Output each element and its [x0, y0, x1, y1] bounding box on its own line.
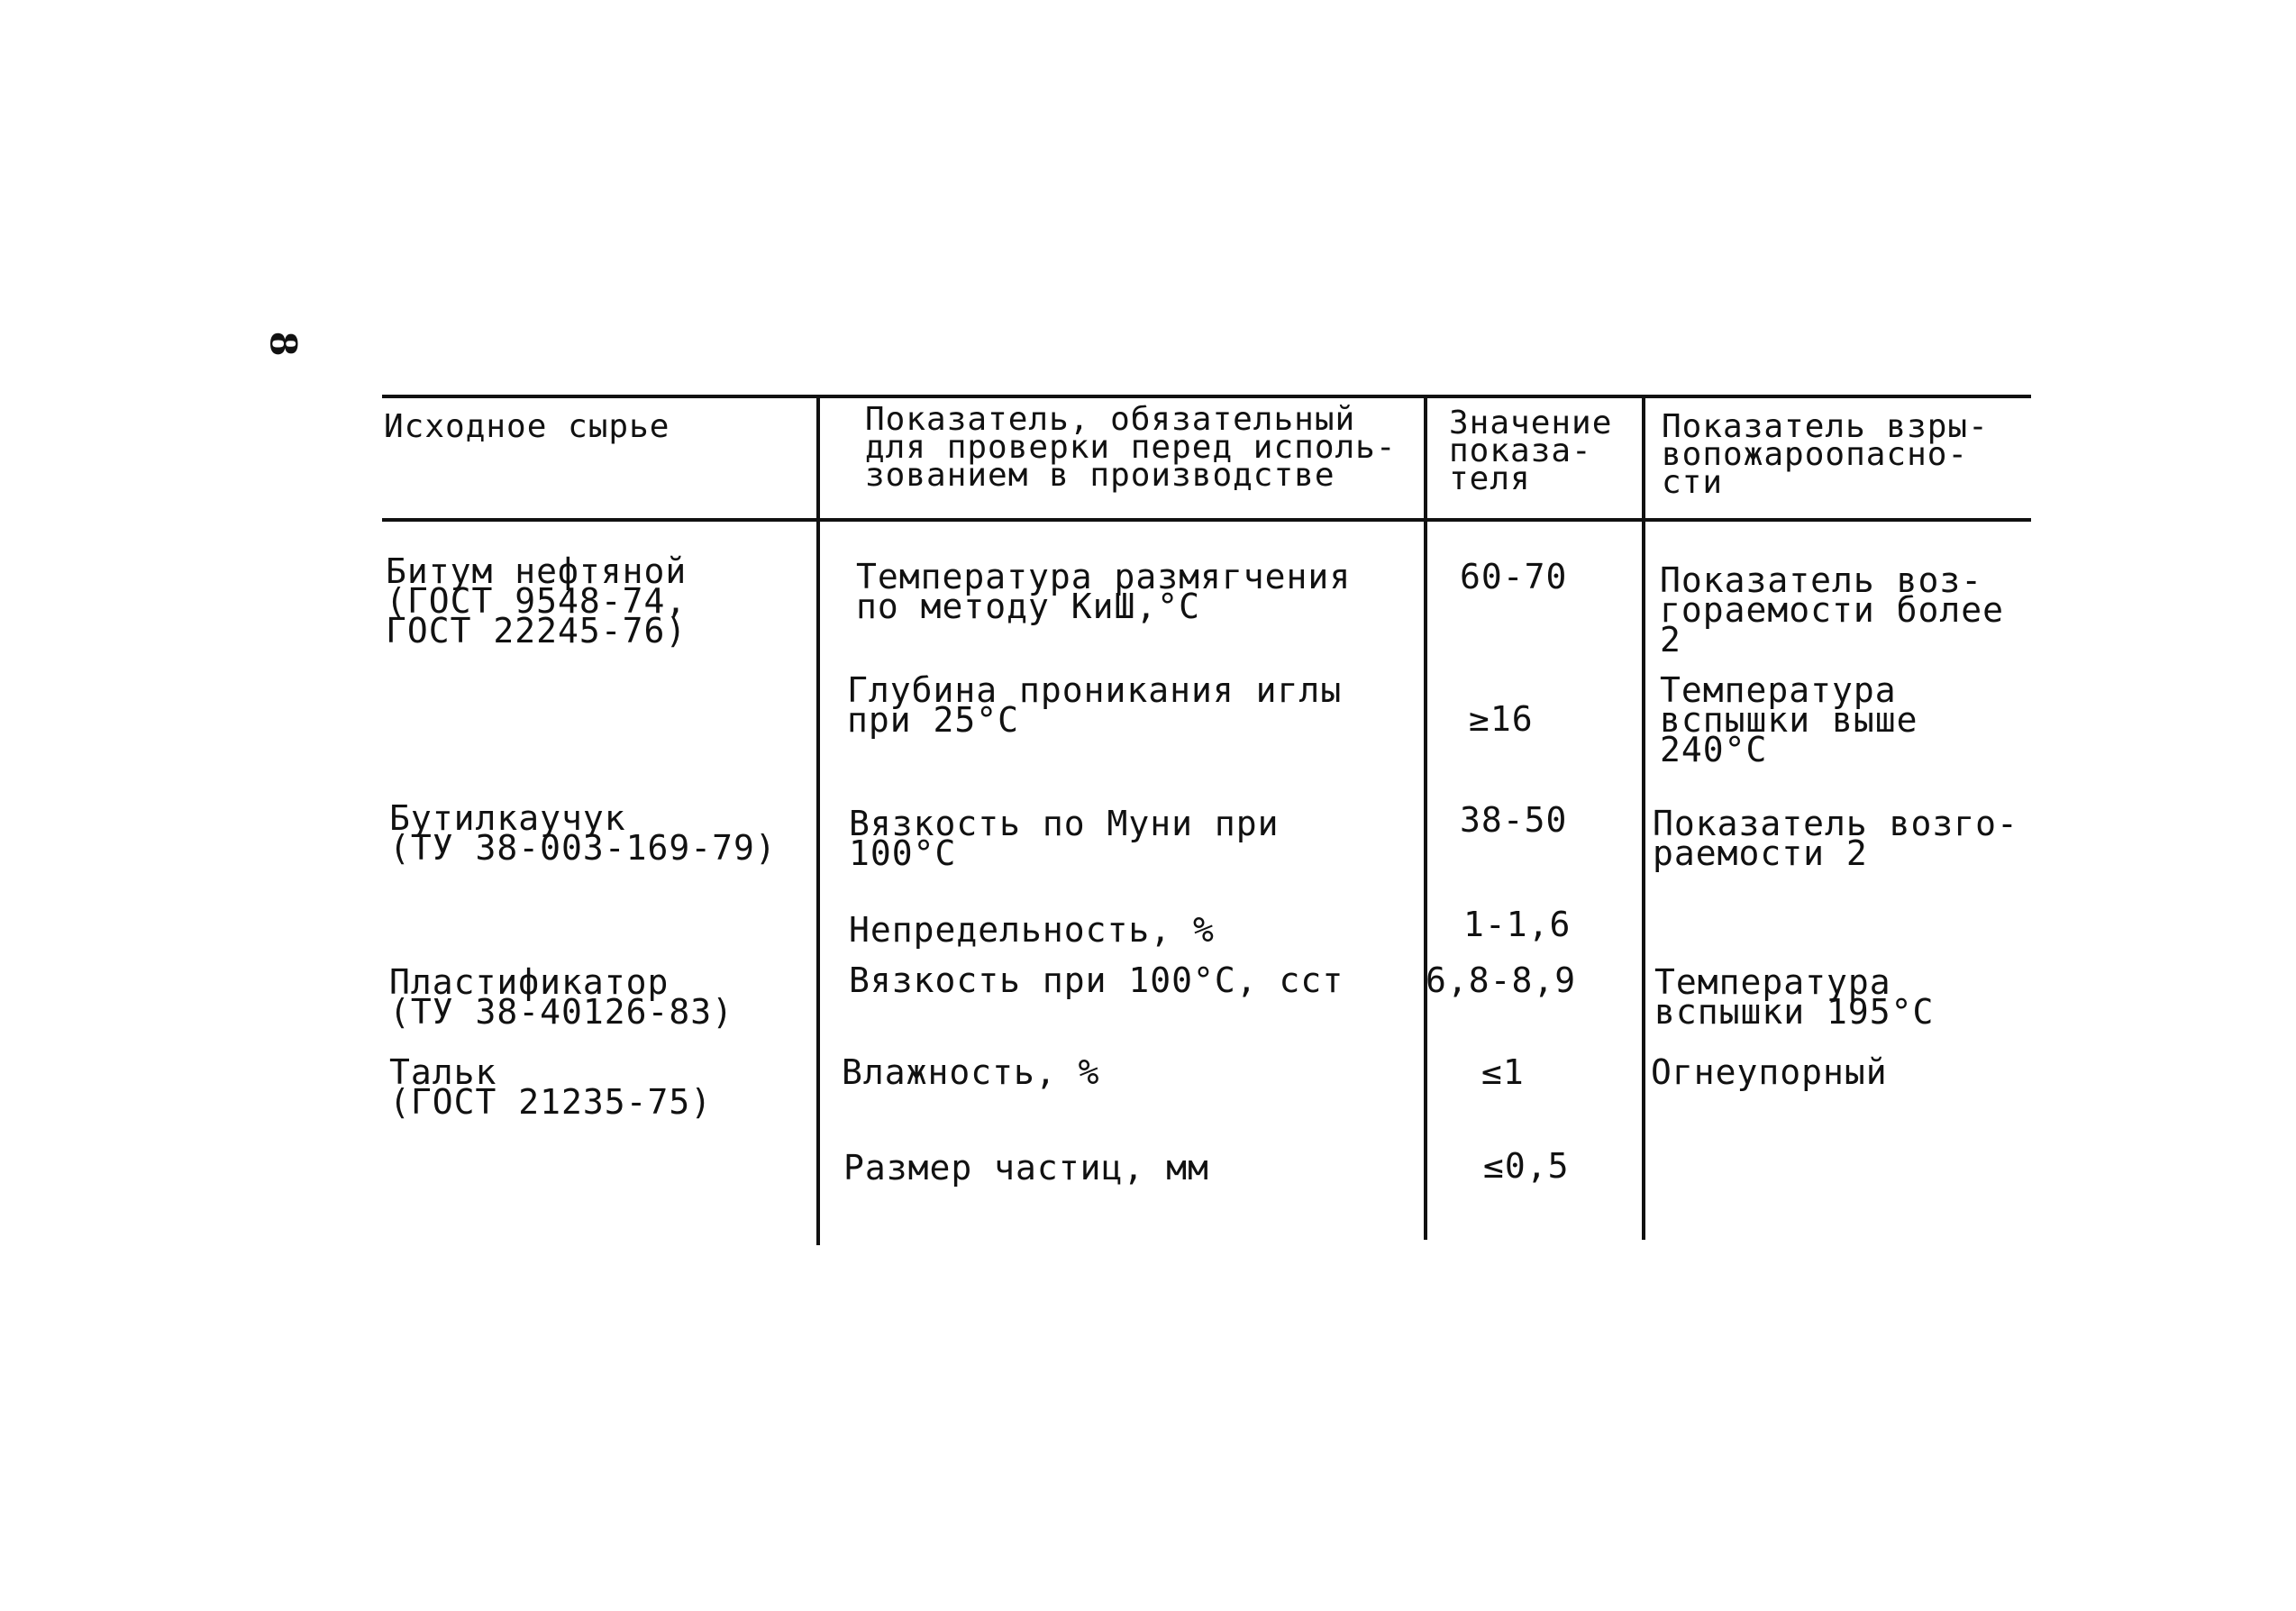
column-divider-3 [1642, 395, 1645, 1240]
row5-material: Пластификатор (ТУ 38-40126-83) [389, 962, 734, 1032]
row5-hazard: Температура вспышки 195°С [1654, 962, 1935, 1032]
header-bottom-rule [382, 518, 2031, 522]
row3-value: 38-50 [1460, 800, 1568, 840]
row1-hazard: Показатель воз- гораемости более 2 [1660, 560, 2005, 660]
row2-value: ≥16 [1469, 699, 1534, 739]
column-divider-1 [816, 395, 820, 1245]
row3-material: Бутилкаучук (ТУ 38-003-169-79) [389, 798, 777, 868]
page-number: 8 [261, 331, 305, 357]
row4-value: 1-1,6 [1463, 905, 1572, 944]
header-value: Значение показа- теля [1449, 405, 1613, 497]
row6-hazard: Огнеупорный [1651, 1052, 1888, 1092]
row5-indicator: Вязкость при 100°С, сст [849, 960, 1344, 1000]
row6-material: Тальк (ГОСТ 21235-75) [389, 1052, 713, 1122]
materials-table [382, 395, 2031, 1245]
row5-value: 6,8-8,9 [1426, 960, 1577, 1000]
table-top-rule [382, 395, 2031, 398]
row1-indicator: Температура размягчения по методу КиШ,°С [856, 557, 1352, 626]
header-material: Исходное сырье [384, 408, 670, 445]
header-indicator: Показатель, обязательный для проверки перед исполь- зованием в производстве [865, 401, 1397, 494]
row7-indicator: Размер частиц, мм [843, 1148, 1209, 1188]
row2-indicator: Глубина проникания иглы при 25°С [847, 670, 1343, 740]
row1-material: Битум нефтяной (ГОСТ 9548-74, ГОСТ 22245-76) [386, 551, 688, 651]
row1-value: 60-70 [1460, 557, 1568, 596]
row3-hazard: Показатель возго- раемости 2 [1653, 804, 2018, 873]
row4-indicator: Непредельность, % [849, 910, 1215, 950]
row2-hazard: Температура вспышки выше 240°С [1660, 670, 1918, 769]
row6-value: ≤1 [1481, 1052, 1525, 1092]
row7-value: ≤0,5 [1483, 1146, 1570, 1186]
header-hazard: Показатель взры- вопожароопасно- сти [1662, 408, 1989, 501]
row6-indicator: Влажность, % [842, 1052, 1100, 1092]
column-divider-2 [1424, 395, 1427, 1240]
row3-indicator: Вязкость по Муни при 100°С [849, 804, 1280, 873]
